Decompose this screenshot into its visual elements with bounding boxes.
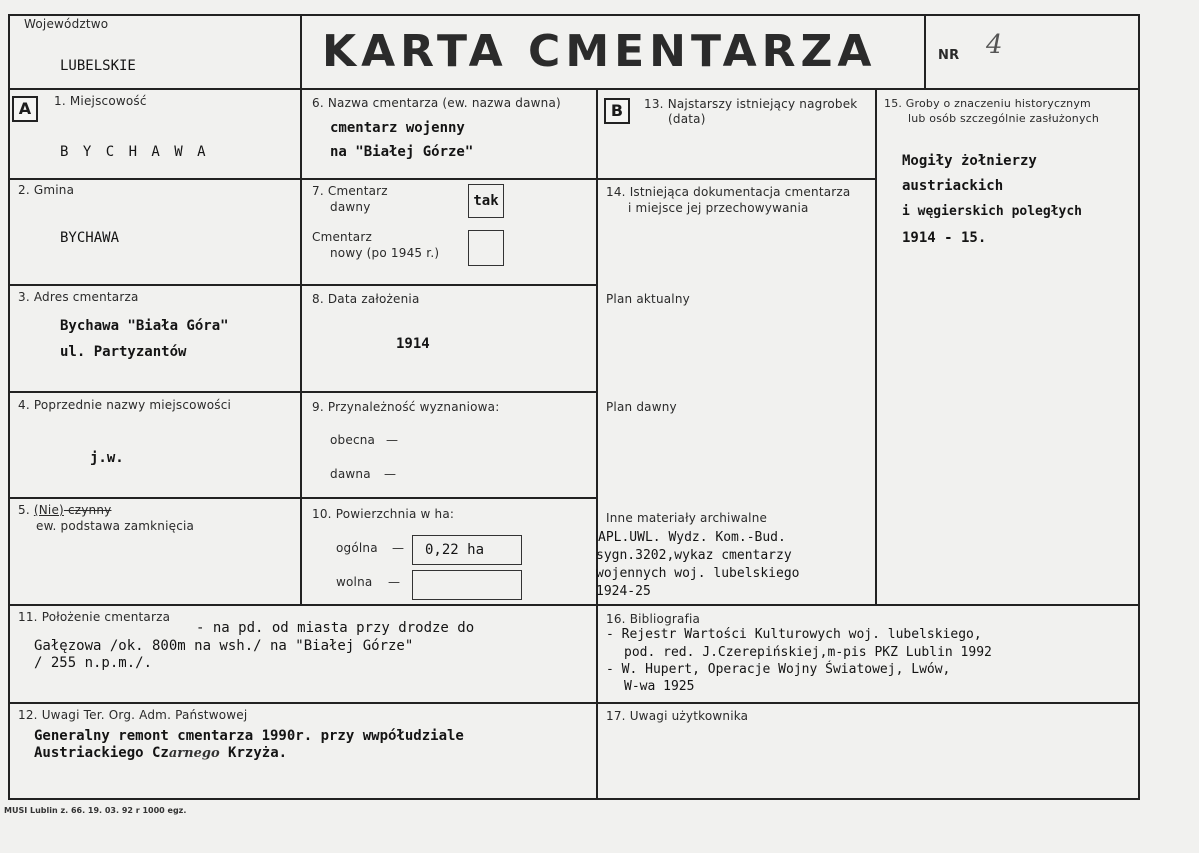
field-9-dawna-value: — [384, 467, 397, 481]
field-16-line2: pod. red. J.Czerepińskiej,m-pis PKZ Lublin 1992 [624, 645, 992, 660]
field-15-line2: austriackich [902, 178, 1004, 194]
rule [1138, 14, 1140, 800]
field-11-line1: - na pd. od miasta przy drodze do [196, 620, 475, 636]
field-5-label [18, 503, 111, 517]
field-15-label-2: lub osób szczególnie zasłużonych [908, 112, 1100, 125]
field-10-label: 10. Powierzchnia w ha: [312, 507, 455, 521]
field-10-wolna-label: wolna [336, 575, 373, 589]
plan-aktualny-label: Plan aktualny [606, 292, 690, 306]
field-12-line2 [34, 745, 287, 761]
field-11-label: 11. Położenie cmentarza [18, 610, 171, 624]
field-10-wolna-dash: — [388, 575, 401, 589]
field-10-wolna-box [412, 570, 522, 600]
section-a-marker: A [12, 96, 38, 122]
rule [875, 88, 877, 604]
inne-materialy-label: Inne materiały archiwalne [606, 511, 768, 525]
field-5-nie: (Nie) [33, 503, 64, 517]
field-12-label: 12. Uwagi Ter. Org. Adm. Państwowej [18, 708, 248, 722]
field-12-line2-handwritten: arnego [168, 746, 220, 761]
field-2-value: BYCHAWA [60, 230, 120, 246]
field-12-line2-typed-end: Krzyża. [219, 745, 288, 761]
field-15-label: 15. Groby o znaczeniu historycznym [884, 97, 1091, 110]
rule [8, 178, 598, 180]
rule [8, 497, 598, 499]
field-13-label: 13. Najstarszy istniejący nagrobek [644, 97, 858, 111]
field-1-label: 1. Miejscowość [54, 94, 147, 108]
field-4-label: 4. Poprzednie nazwy miejscowości [18, 398, 232, 412]
field-16-line4: W-wa 1925 [624, 679, 695, 694]
print-footer: MUSI Lublin z. 66. 19. 03. 92 r 1000 egz. [4, 806, 187, 815]
inne-line3: wojennych woj. lubelskiego [596, 566, 800, 581]
rule [8, 284, 598, 286]
rule [8, 14, 1140, 16]
field-14-label-2: i miejsce jej przechowywania [628, 201, 809, 215]
card-title: KARTA CMENTARZA [322, 26, 877, 77]
rule [8, 14, 10, 800]
field-5-czynny: czynny [63, 503, 112, 517]
field-7b-label: Cmentarz [312, 230, 372, 244]
rule [8, 702, 1140, 704]
rule [8, 798, 1140, 800]
field-11-line3: / 255 n.p.m./. [34, 655, 153, 671]
rule [596, 88, 598, 798]
field-14-label: 14. Istniejąca dokumentacja cmentarza [606, 185, 851, 199]
field-2-label: 2. Gmina [18, 183, 75, 197]
rule [8, 604, 1140, 606]
inne-line4: 1924-25 [596, 584, 651, 599]
field-8-value: 1914 [396, 336, 430, 352]
field-16-line3: - W. Hupert, Operacje Wojny Światowej, Lwów, [606, 662, 951, 677]
field-10-ogolna-value: 0,22 ha [425, 542, 485, 558]
wojewodztwo-label: Województwo [24, 17, 109, 31]
field-13-label-2: (data) [668, 112, 706, 126]
field-10-ogolna-label: ogólna [336, 541, 378, 555]
plan-dawny-label: Plan dawny [606, 400, 677, 414]
rule [300, 14, 302, 604]
field-3-label: 3. Adres cmentarza [18, 290, 139, 304]
wojewodztwo-value: LUBELSKIE [60, 58, 136, 74]
rule [8, 88, 1140, 90]
field-6-line2: na "Białej Górze" [330, 144, 474, 160]
section-b-marker: B [604, 98, 630, 124]
rule [8, 391, 598, 393]
field-6-label: 6. Nazwa cmentarza (ew. nazwa dawna) [312, 96, 561, 110]
field-8-label: 8. Data założenia [312, 292, 420, 306]
inne-line2: sygn.3202,wykaz cmentarzy [596, 548, 792, 563]
field-3-line1: Bychawa "Biała Góra" [60, 318, 229, 334]
field-1-value: B Y C H A W A [60, 144, 209, 160]
field-15-line1: Mogiły żołnierzy [902, 153, 1037, 169]
field-7b-checkbox [468, 230, 504, 266]
field-7a-checkbox [468, 184, 504, 218]
field-10-ogolna-box [412, 535, 522, 565]
field-16-line1: - Rejestr Wartości Kulturowych woj. lubelskiego, [606, 627, 982, 642]
field-15-line4: 1914 - 15. [902, 230, 987, 246]
field-4-value: j.w. [90, 450, 124, 466]
field-3-line2: ul. Partyzantów [60, 344, 187, 360]
rule [598, 178, 876, 180]
field-16-label: 16. Bibliografia [606, 612, 701, 626]
field-6-line1: cmentarz wojenny [330, 120, 465, 136]
field-9-obecna-value: — [386, 433, 399, 447]
field-5-number: 5. [18, 503, 30, 517]
field-17-label: 17. Uwagi użytkownika [606, 709, 749, 723]
field-12-line1: Generalny remont cmentarza 1990r. przy wwpółudziale [34, 728, 464, 744]
field-10-ogolna-dash: — [392, 541, 405, 555]
field-7a-label: 7. Cmentarz [312, 184, 388, 198]
field-7a-label-2: dawny [330, 200, 371, 214]
field-15-line3: i węgierskich poległych [902, 204, 1083, 219]
inne-line1: APL.UWL. Wydz. Kom.-Bud. [598, 530, 786, 545]
field-11-line2: Gałęzowa /ok. 800m na wsh./ na "Białej Górze" [34, 638, 414, 654]
field-9-obecna-label: obecna [330, 433, 376, 447]
field-7b-label-2: nowy (po 1945 r.) [330, 246, 440, 260]
field-5-label-2: ew. podstawa zamknięcia [36, 519, 195, 533]
nr-value: 4 [986, 30, 1003, 60]
field-12-line2-typed: Austriackiego Cz [34, 745, 169, 761]
field-9-label: 9. Przynależność wyznaniowa: [312, 400, 500, 414]
field-7a-value: tak [473, 193, 499, 209]
field-9-dawna-label: dawna [330, 467, 371, 481]
nr-label: NR [938, 48, 960, 63]
rule [924, 14, 926, 88]
